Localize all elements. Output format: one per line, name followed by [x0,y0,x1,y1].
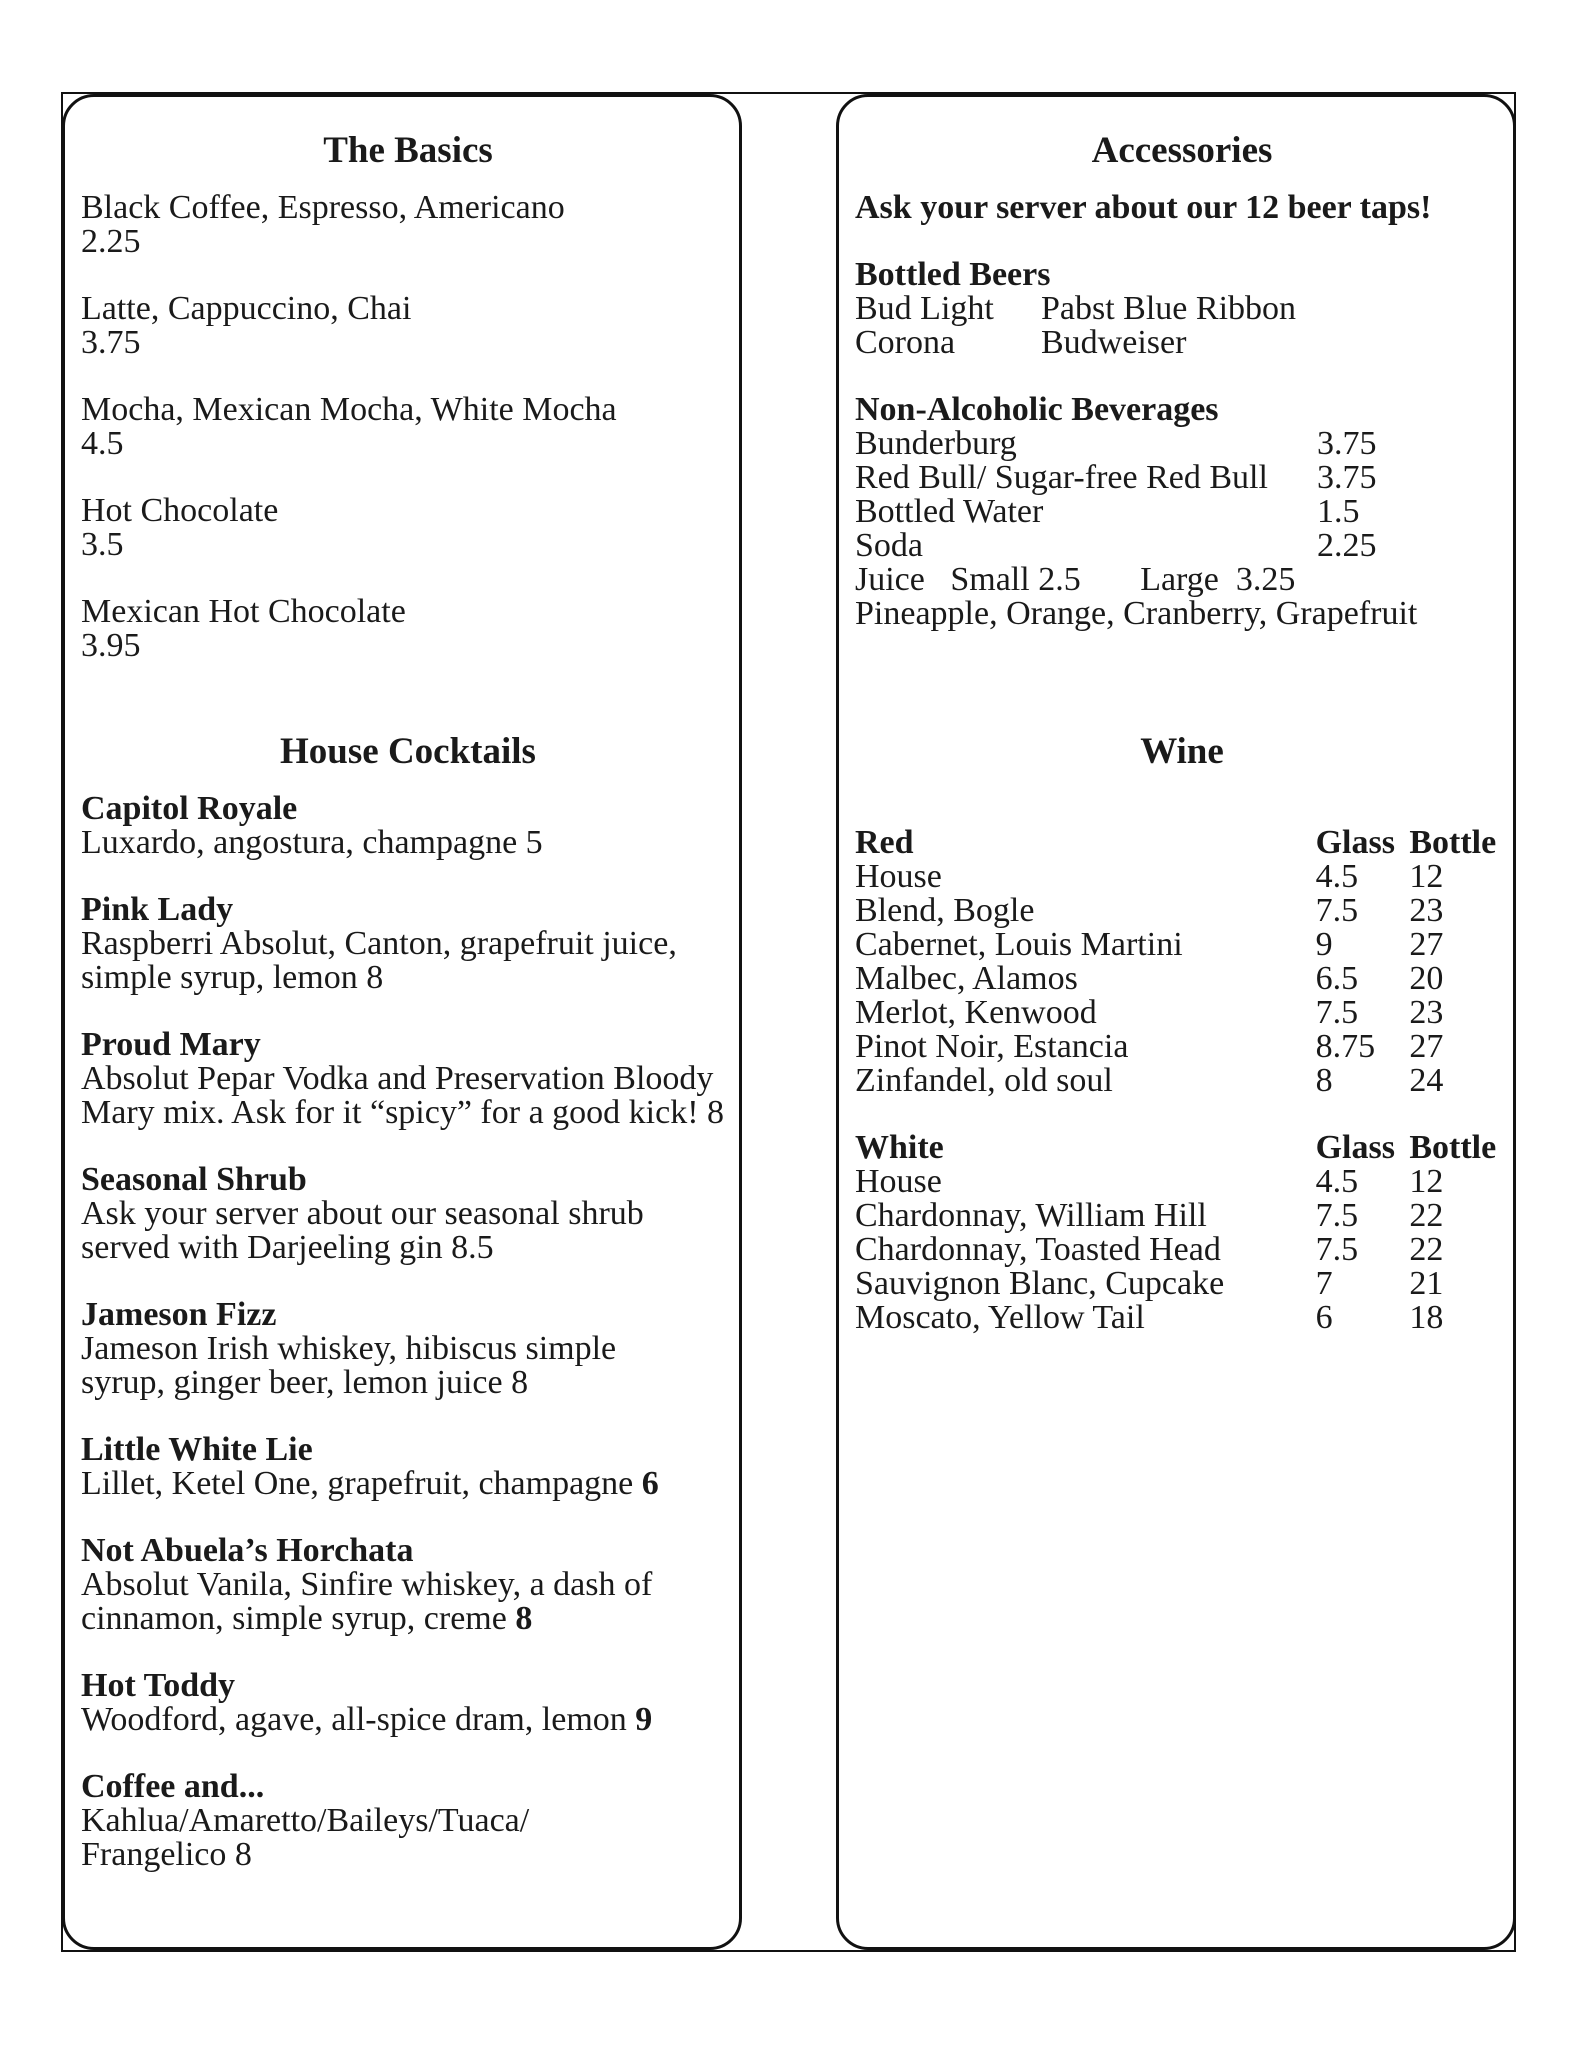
cocktail-item [81,1770,735,1872]
nab-price: 3.75 [1317,459,1377,496]
basics-item-price: 3.5 [81,526,124,563]
nab-row [855,461,1509,495]
cocktail-name: Seasonal Shrub [81,1161,307,1198]
cocktail-name: Capitol Royale [81,790,298,827]
basics-item-price: 3.95 [81,627,141,664]
beer-taps-note: Ask your server about our 12 beer taps! [855,189,1432,226]
nab-name: Bunderburg [855,425,1017,462]
nab-row [855,427,1509,461]
wine-row [855,1301,1509,1335]
cocktail-description: Jameson Irish whiskey, hibiscus simple [81,1330,617,1367]
basics-item-name: Mexican Hot Chocolate [81,593,406,630]
basics-item [81,191,735,259]
cocktail-description [81,1602,735,1636]
wine-name: Chardonnay, Toasted Head [855,1231,1221,1268]
wine-glass-price: 6.5 [1315,960,1359,997]
cocktail-description: syrup, ginger beer, lemon juice 8 [81,1364,529,1401]
nab-price: 3.75 [1317,425,1377,462]
cocktail-description [81,1703,735,1737]
wine-section [855,730,1509,1335]
wine-glass-price: 7.5 [1315,1231,1359,1268]
nab-name: Red Bull/ Sugar-free Red Bull [855,459,1268,496]
cocktail-item [81,792,735,860]
cocktail-description: Frangelico 8 [81,1836,252,1873]
wine-name: Merlot, Kenwood [855,994,1097,1031]
glass-column-heading: Glass [1315,1129,1395,1166]
cocktail-item [81,1298,735,1400]
basics-item [81,595,735,663]
wine-glass-price: 4.5 [1315,858,1359,895]
wine-name: Moscato, Yellow Tail [855,1299,1145,1336]
bottled-beers-heading: Bottled Beers [855,256,1051,293]
cocktail-description-text: Lillet, Ketel One, grapefruit, champagne [81,1465,634,1502]
cocktail-name: Hot Toddy [81,1667,236,1704]
wine-bottle-price: 12 [1409,858,1444,895]
wine-row [855,1233,1509,1267]
wine-name: Zinfandel, old soul [855,1062,1113,1099]
cocktail-price: 6 [641,1465,659,1502]
basics-section [81,129,735,696]
wine-row [855,1064,1509,1098]
cocktail-item [81,1534,735,1636]
cocktail-description [81,1467,735,1501]
nab-price: 2.25 [1317,527,1377,564]
left-menu-panel [62,94,742,1950]
cocktail-description: Luxardo, angostura, champagne 5 [81,824,543,861]
wine-glass-price: 9 [1315,926,1333,963]
nab-price: 1.5 [1317,493,1360,530]
wine-name: Malbec, Alamos [855,960,1078,997]
cocktail-name: Jameson Fizz [81,1296,277,1333]
wine-bottle-price: 27 [1409,1028,1444,1065]
right-menu-panel [836,94,1516,1950]
wine-title: Wine [1140,731,1224,772]
wine-bottle-price: 12 [1409,1163,1444,1200]
cocktail-price: 9 [635,1701,653,1738]
non-alcoholic-heading: Non-Alcoholic Beverages [855,391,1219,428]
cocktail-price: 8 [515,1600,533,1637]
cocktail-description: Ask your server about our seasonal shrub [81,1195,644,1232]
wine-row [855,996,1509,1030]
nab-row [855,529,1509,563]
wine-glass-price: 4.5 [1315,1163,1359,1200]
wine-glass-price: 7.5 [1315,994,1359,1031]
wine-name: House [855,858,942,895]
wine-name: Pinot Noir, Estancia [855,1028,1129,1065]
cocktail-description: simple syrup, lemon 8 [81,959,384,996]
juice-flavors: Pineapple, Orange, Cranberry, Grapefruit [855,595,1418,632]
cocktails-section [81,730,735,1905]
bottled-beer: Budweiser [1041,324,1187,361]
bottled-beer-row [855,326,1509,360]
wine-row [855,860,1509,894]
cocktail-item [81,893,735,995]
wine-bottle-price: 22 [1409,1231,1444,1268]
basics-item-price: 2.25 [81,223,141,260]
cocktail-item [81,1669,735,1737]
basics-item-price: 3.75 [81,324,141,361]
cocktail-name: Little White Lie [81,1431,313,1468]
basics-item [81,494,735,562]
cocktail-description: Raspberri Absolut, Canton, grapefruit juice, [81,925,677,962]
cocktail-description: Absolut Vanila, Sinfire whiskey, a dash of [81,1566,653,1603]
bottle-column-heading: Bottle [1409,824,1497,861]
wine-glass-price: 7.5 [1315,1197,1359,1234]
basics-item-name: Black Coffee, Espresso, Americano [81,189,565,226]
accessories-title: Accessories [1091,130,1273,171]
wine-name: Sauvignon Blanc, Cupcake [855,1265,1225,1302]
accessories-section [855,129,1509,631]
wine-bottle-price: 20 [1409,960,1444,997]
basics-item [81,292,735,360]
wine-bottle-price: 23 [1409,994,1444,1031]
cocktails-title: House Cocktails [280,731,536,772]
wine-name: Cabernet, Louis Martini [855,926,1183,963]
wine-glass-price: 7.5 [1315,892,1359,929]
cocktail-description: Mary mix. Ask for it “spicy” for a good kick! 8 [81,1094,725,1131]
wine-row [855,1165,1509,1199]
wine-name: Blend, Bogle [855,892,1035,929]
wine-name: House [855,1163,942,1200]
bottled-beer: Bud Light [855,290,994,327]
cocktail-description-text: Woodford, agave, all-spice dram, lemon [81,1701,627,1738]
nab-name: Soda [855,527,923,564]
glass-column-heading: Glass [1315,824,1395,861]
cocktail-name: Coffee and... [81,1768,265,1805]
bottle-column-heading: Bottle [1409,1129,1497,1166]
white-wine-header [855,1131,1509,1165]
basics-item-name: Latte, Cappuccino, Chai [81,290,412,327]
cocktail-item [81,1163,735,1265]
cocktail-name: Not Abuela’s Horchata [81,1532,414,1569]
bottled-beer: Pabst Blue Ribbon [1041,290,1297,327]
wine-bottle-price: 18 [1409,1299,1444,1336]
cocktail-name: Proud Mary [81,1026,261,1063]
wine-row [855,928,1509,962]
cocktail-description: Kahlua/Amaretto/Baileys/Tuaca/ [81,1802,530,1839]
basics-title: The Basics [323,130,493,171]
wine-bottle-price: 27 [1409,926,1444,963]
wine-glass-price: 8 [1315,1062,1333,1099]
cocktail-description: served with Darjeeling gin 8.5 [81,1229,494,1266]
nab-name: Bottled Water [855,493,1044,530]
basics-item-price: 4.5 [81,425,124,462]
basics-item-name: Mocha, Mexican Mocha, White Mocha [81,391,617,428]
wine-glass-price: 7 [1315,1265,1333,1302]
wine-row [855,1030,1509,1064]
wine-row [855,1267,1509,1301]
wine-bottle-price: 24 [1409,1062,1444,1099]
wine-bottle-price: 23 [1409,892,1444,929]
white-wine-heading: White [855,1129,944,1166]
cocktail-item [81,1028,735,1130]
wine-bottle-price: 22 [1409,1197,1444,1234]
wine-row [855,962,1509,996]
bottled-beer-row [855,292,1509,326]
wine-glass-price: 8.75 [1315,1028,1376,1065]
wine-row [855,1199,1509,1233]
red-wine-header [855,826,1509,860]
wine-glass-price: 6 [1315,1299,1333,1336]
cocktail-name: Pink Lady [81,891,234,928]
cocktail-description-text: cinnamon, simple syrup, creme [81,1600,507,1637]
nab-row [855,495,1509,529]
basics-item [81,393,735,461]
juice-prices: Juice Small 2.5 Large 3.25 [855,561,1296,598]
wine-row [855,894,1509,928]
cocktail-item [81,1433,735,1501]
wine-bottle-price: 21 [1409,1265,1444,1302]
wine-name: Chardonnay, William Hill [855,1197,1207,1234]
basics-item-name: Hot Chocolate [81,492,279,529]
bottled-beer: Corona [855,324,956,361]
red-wine-heading: Red [855,824,914,861]
cocktail-description: Absolut Pepar Vodka and Preservation Bloody [81,1060,714,1097]
